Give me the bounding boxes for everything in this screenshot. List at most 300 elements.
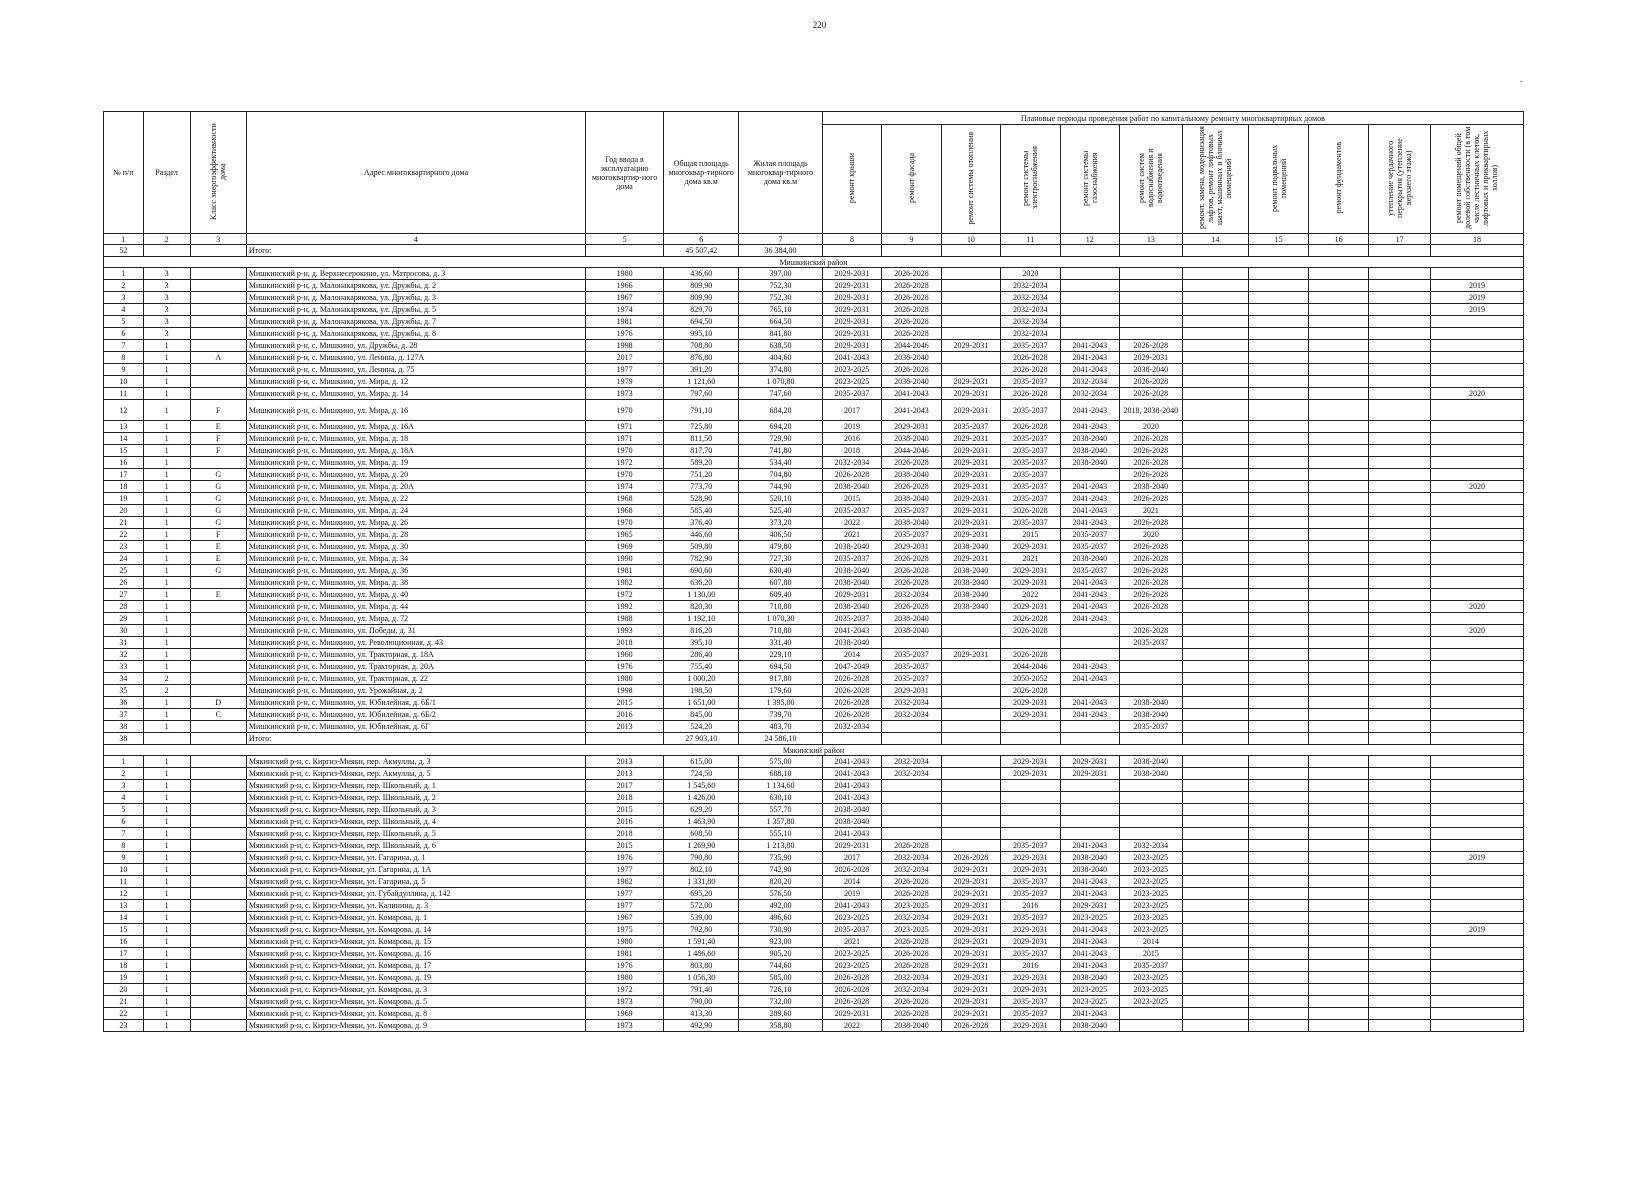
table-cell: 2029-2031 [1001, 756, 1060, 768]
table-cell: 1 [143, 936, 190, 948]
table-cell: 2038-2040 [1060, 852, 1119, 864]
table-cell: 726,10 [739, 984, 822, 996]
table-cell [1182, 661, 1249, 673]
table-cell: 1 [143, 505, 190, 517]
table-cell: 791,40 [664, 984, 739, 996]
table-cell [1430, 245, 1523, 257]
table-cell: 2050-2052 [1001, 673, 1060, 685]
table-cell [1182, 388, 1249, 400]
table-row [104, 816, 1524, 828]
table-cell [1369, 457, 1431, 469]
column-number: 12 [1060, 234, 1119, 245]
table-cell [1369, 804, 1431, 816]
table-cell: 1988 [585, 613, 663, 625]
table-cell [1249, 936, 1308, 948]
table-row [104, 960, 1524, 972]
table-cell: 2019 [1430, 924, 1523, 936]
table-cell [1182, 493, 1249, 505]
table-cell: 2038-2040 [822, 637, 881, 649]
table-row [104, 553, 1524, 565]
table-cell: Мишкинский р-н, д. Малонакарякова, ул. Дружбы, д. 5 [246, 304, 585, 316]
table-cell [1308, 316, 1369, 328]
table-cell: Мишкинский р-н, с. Мишкино, ул. Мира, д. 72 [246, 613, 585, 625]
header-section: Раздел [143, 112, 190, 234]
table-cell: 729,90 [739, 433, 822, 445]
table-cell [1430, 792, 1523, 804]
column-number: 14 [1182, 234, 1249, 245]
table-cell: 496,60 [739, 912, 822, 924]
table-cell: 2035-2037 [882, 661, 941, 673]
table-cell: 2041-2043 [1060, 589, 1119, 601]
table-cell: 773,70 [664, 481, 739, 493]
table-cell [1430, 421, 1523, 433]
table-cell: 2029-2031 [882, 685, 941, 697]
table-cell: 1 [143, 876, 190, 888]
table-cell: 2038-2040 [1120, 364, 1183, 376]
table-cell: 1 [143, 625, 190, 637]
table-row [104, 541, 1524, 553]
table-cell: 2021 [822, 936, 881, 948]
table-cell: Мишкинский р-н, с. Мишкино, ул. Мира, д. 40 [246, 589, 585, 601]
table-cell: 2026-2028 [882, 304, 941, 316]
table-cell: 809,90 [664, 280, 739, 292]
table-cell: D [190, 697, 246, 709]
table-cell: 358,80 [739, 1020, 822, 1032]
table-cell: 1979 [585, 376, 663, 388]
table-cell [190, 376, 246, 388]
table-cell: 2032-2034 [1060, 388, 1119, 400]
table-cell: Мишкинский р-н, с. Мишкино, ул. Мира, д. 20 [246, 469, 585, 481]
table-cell: 2026-2028 [1120, 388, 1183, 400]
table-cell [1369, 876, 1431, 888]
table-row [104, 517, 1524, 529]
table-cell: Мишкинский р-н, с. Мишкино, ул. Мира, д. 16 [246, 400, 585, 421]
table-cell: 16 [104, 457, 144, 469]
table-cell: 1 [104, 268, 144, 280]
table-cell: 1981 [585, 565, 663, 577]
table-cell [1308, 400, 1369, 421]
table-row [104, 876, 1524, 888]
table-cell: C [190, 709, 246, 721]
table-cell: 2015 [1120, 948, 1183, 960]
table-cell: 636,20 [664, 577, 739, 589]
table-cell: 2038-2040 [1120, 697, 1183, 709]
table-cell [1182, 912, 1249, 924]
table-cell [1369, 328, 1431, 340]
table-cell: 2032-2034 [1001, 280, 1060, 292]
table-cell [1120, 673, 1183, 685]
table-cell [1308, 697, 1369, 709]
table-cell [1249, 816, 1308, 828]
table-cell [1182, 936, 1249, 948]
table-cell: 2029-2031 [1120, 352, 1183, 364]
table-cell: 27 903,10 [664, 733, 739, 745]
table-cell [1120, 816, 1183, 828]
table-cell: 2038-2040 [822, 601, 881, 613]
table-cell: 2013 [585, 756, 663, 768]
table-cell [1120, 1008, 1183, 1020]
table-cell: 2026-2028 [1120, 433, 1183, 445]
table-cell [1430, 469, 1523, 481]
table-cell: 11 [104, 388, 144, 400]
table-cell: 27 [104, 589, 144, 601]
table-cell: Итого: [246, 733, 585, 745]
table-cell [1369, 816, 1431, 828]
table-cell: 2020 [1001, 268, 1060, 280]
table-cell [1182, 328, 1249, 340]
table-cell [1182, 948, 1249, 960]
table-cell: 2041-2043 [1060, 876, 1119, 888]
table-cell: 2035-2037 [822, 553, 881, 565]
table-cell: 2026-2028 [941, 1020, 1000, 1032]
table-cell: 1969 [585, 541, 663, 553]
table-cell: 2026-2028 [822, 984, 881, 996]
table-cell: 22 [104, 529, 144, 541]
header-total-area: Общая площадь многоквар-тирного дома кв.м [664, 112, 739, 234]
table-cell: Мякинский р-н, с. Киргиз-Мияки, ул. Комарова, д. 9 [246, 1020, 585, 1032]
table-cell [1182, 768, 1249, 780]
table-cell: 2029-2031 [822, 304, 881, 316]
table-cell: 24 586,10 [739, 733, 822, 745]
table-cell: 34 [104, 673, 144, 685]
table-cell [1249, 457, 1308, 469]
table-cell: 1972 [585, 984, 663, 996]
table-cell [190, 1008, 246, 1020]
table-cell: Мишкинский р-н, д. Малонакарякова, ул. Дружбы, д. 2 [246, 280, 585, 292]
table-cell: 15 [104, 924, 144, 936]
table-row [104, 709, 1524, 721]
table-cell: 2022 [1001, 589, 1060, 601]
table-cell: 2017 [822, 400, 881, 421]
table-cell: 2026-2028 [1001, 613, 1060, 625]
table-cell [1182, 577, 1249, 589]
table-cell: 2041-2043 [1060, 960, 1119, 972]
table-cell: 2029-2031 [941, 1008, 1000, 1020]
table-cell [1369, 245, 1431, 257]
table-cell: 25 [104, 565, 144, 577]
table-row [104, 433, 1524, 445]
table-cell: 539,00 [664, 912, 739, 924]
table-cell: 534,40 [739, 457, 822, 469]
table-cell: 2038-2040 [1060, 864, 1119, 876]
table-cell [1249, 972, 1308, 984]
table-cell [1308, 625, 1369, 637]
table-cell [1308, 364, 1369, 376]
table-cell: 1 [143, 445, 190, 457]
table-cell [190, 328, 246, 340]
table-cell: 10 [104, 864, 144, 876]
table-cell: 19 [104, 972, 144, 984]
table-cell [1249, 493, 1308, 505]
table-cell: 1 [143, 804, 190, 816]
table-cell: 2026-2028 [1120, 541, 1183, 553]
table-cell: 406,50 [739, 529, 822, 541]
table-cell: 1 192,10 [664, 613, 739, 625]
table-cell: 2026-2028 [882, 840, 941, 852]
table-cell: 1980 [585, 268, 663, 280]
table-cell [1369, 364, 1431, 376]
table-cell: 2035-2037 [1001, 948, 1060, 960]
table-cell: 752,30 [739, 280, 822, 292]
table-cell: 2029-2031 [941, 433, 1000, 445]
table-cell: 2032-2034 [882, 912, 941, 924]
table-cell: G [190, 469, 246, 481]
table-cell: 730,90 [739, 924, 822, 936]
table-cell [1369, 828, 1431, 840]
table-cell: 2029-2031 [941, 388, 1000, 400]
table-cell: 2038-2040 [1060, 433, 1119, 445]
table-cell: 1 [143, 637, 190, 649]
table-cell: 2041-2043 [1060, 697, 1119, 709]
table-cell: F [190, 445, 246, 457]
table-cell [1308, 804, 1369, 816]
table-cell: 1 [143, 613, 190, 625]
table-cell [1308, 685, 1369, 697]
table-cell: 2026-2028 [822, 864, 881, 876]
table-cell [1369, 601, 1431, 613]
table-cell: 2023-2025 [1120, 996, 1183, 1008]
table-cell [1430, 756, 1523, 768]
table-cell [941, 709, 1000, 721]
district-row [104, 257, 1524, 268]
column-number: 1 [104, 234, 144, 245]
table-cell [1308, 328, 1369, 340]
table-cell: 2023-2025 [1060, 912, 1119, 924]
table-row [104, 364, 1524, 376]
table-row [104, 304, 1524, 316]
table-cell: 2035-2037 [1001, 457, 1060, 469]
table-cell [1249, 445, 1308, 457]
table-cell [1182, 840, 1249, 852]
table-cell [1369, 469, 1431, 481]
table-cell: 1976 [585, 852, 663, 864]
table-cell: 1980 [585, 972, 663, 984]
table-cell: 1973 [585, 996, 663, 1008]
table-cell: Мишкинский р-н, д. Малонакарякова, ул. Дружбы, д. 8 [246, 328, 585, 340]
table-cell [1060, 733, 1119, 745]
table-cell: 13 [104, 900, 144, 912]
table-cell [1430, 505, 1523, 517]
table-cell: 1 [143, 376, 190, 388]
table-cell [1249, 685, 1308, 697]
table-cell [1249, 316, 1308, 328]
table-cell: 2020 [1430, 481, 1523, 493]
table-cell: 2038-2040 [822, 816, 881, 828]
table-cell: 2016 [585, 816, 663, 828]
table-cell: 4 [104, 304, 144, 316]
table-cell [882, 637, 941, 649]
table-cell: 28 [104, 601, 144, 613]
table-cell: 1970 [585, 469, 663, 481]
table-cell: 3 [143, 268, 190, 280]
table-cell: 803,80 [664, 960, 739, 972]
table-cell [1001, 804, 1060, 816]
table-cell [1430, 340, 1523, 352]
table-cell [1249, 433, 1308, 445]
table-cell [1430, 936, 1523, 948]
table-cell [1369, 388, 1431, 400]
table-cell [1249, 268, 1308, 280]
table-cell [1430, 649, 1523, 661]
table-cell: 2029-2031 [941, 481, 1000, 493]
table-cell: 2035-2037 [1001, 912, 1060, 924]
table-cell [1430, 328, 1523, 340]
table-cell: Мякинский р-н, с. Киргиз-Мияки, пер. Школьный, д. 3 [246, 804, 585, 816]
table-cell: 1 070,30 [739, 613, 822, 625]
table-cell: Мишкинский р-н, с. Мишкино, ул. Мира, д. 38 [246, 577, 585, 589]
table-cell: 710,80 [739, 625, 822, 637]
table-cell: Мишкинский р-н, с. Мишкино, ул. Мира, д. 18 [246, 433, 585, 445]
table-cell: 397,00 [739, 268, 822, 280]
table-cell [1430, 661, 1523, 673]
table-cell: F [190, 433, 246, 445]
table-cell: 2032-2034 [882, 864, 941, 876]
table-cell: 2032-2034 [1001, 304, 1060, 316]
table-cell: Мякинский р-н, с. Киргиз-Мияки, ул. Гагарина, д. 5 [246, 876, 585, 888]
table-cell [190, 649, 246, 661]
table-cell: 1 [143, 996, 190, 1008]
table-cell: 2023-2025 [1120, 900, 1183, 912]
table-cell: 436,60 [664, 268, 739, 280]
table-cell: 7 [104, 828, 144, 840]
table-cell: Мишкинский р-н, с. Мишкино, ул. Тракторная, д. 18А [246, 649, 585, 661]
column-number: 5 [585, 234, 663, 245]
table-cell: A [190, 352, 246, 364]
table-cell: 2026-2028 [882, 553, 941, 565]
table-cell [1430, 804, 1523, 816]
table-cell [1182, 292, 1249, 304]
table-cell: 576,50 [739, 888, 822, 900]
table-cell: 2029-2031 [941, 376, 1000, 388]
table-cell [1430, 960, 1523, 972]
table-row [104, 649, 1524, 661]
column-number: 11 [1001, 234, 1060, 245]
table-cell [1369, 721, 1431, 733]
table-cell: 1 [143, 948, 190, 960]
table-cell: 2026-2028 [822, 697, 881, 709]
table-cell [1249, 637, 1308, 649]
table-cell: 1982 [585, 577, 663, 589]
table-cell: 13 [104, 421, 144, 433]
table-cell [1369, 924, 1431, 936]
table-cell: 2041-2043 [1060, 709, 1119, 721]
table-cell: Мякинский р-н, с. Киргиз-Мияки, ул. Комарова, д. 3 [246, 984, 585, 996]
table-cell: 1 [143, 721, 190, 733]
table-cell: Мишкинский р-н, с. Мишкино, ул. Ленина, д. 127А [246, 352, 585, 364]
table-cell: 2029-2031 [941, 900, 1000, 912]
table-cell: 2041-2043 [822, 792, 881, 804]
table-cell: 727,30 [739, 553, 822, 565]
table-cell: 2038-2040 [822, 577, 881, 589]
table-cell [1430, 840, 1523, 852]
table-row [104, 721, 1524, 733]
table-row [104, 768, 1524, 780]
table-cell: 2029-2031 [941, 517, 1000, 529]
table-cell: 638,50 [739, 340, 822, 352]
table-cell [1430, 553, 1523, 565]
table-row [104, 589, 1524, 601]
table-cell [1060, 328, 1119, 340]
table-cell: 1965 [585, 529, 663, 541]
table-cell: 575,00 [739, 756, 822, 768]
table-cell [190, 457, 246, 469]
table-cell: 1977 [585, 864, 663, 876]
table-cell [190, 577, 246, 589]
table-cell [1120, 280, 1183, 292]
table-cell: 2035-2037 [822, 924, 881, 936]
table-cell [1249, 792, 1308, 804]
table-cell: 1 [143, 541, 190, 553]
table-cell [1308, 292, 1369, 304]
table-cell: 23 [104, 1020, 144, 1032]
table-cell [190, 733, 246, 745]
table-cell [1249, 840, 1308, 852]
table-cell [190, 601, 246, 613]
table-cell [1369, 840, 1431, 852]
table-cell: 2017 [585, 780, 663, 792]
table-cell [1182, 445, 1249, 457]
table-cell [1308, 960, 1369, 972]
table-cell: 1970 [585, 400, 663, 421]
table-cell: 751,20 [664, 469, 739, 481]
table-cell: 1976 [585, 328, 663, 340]
table-cell: 1 [143, 792, 190, 804]
table-cell: 2035-2037 [1001, 888, 1060, 900]
table-cell: Мишкинский р-н, с. Мишкино, ул. Мира, д. 18А [246, 445, 585, 457]
table-cell [1249, 780, 1308, 792]
table-cell: G [190, 493, 246, 505]
table-cell: 2029-2031 [941, 924, 1000, 936]
table-cell: 3 [104, 780, 144, 792]
table-cell: 1970 [585, 517, 663, 529]
table-cell: 1 [143, 709, 190, 721]
table-cell: 2035-2037 [1001, 469, 1060, 481]
table-cell: 2029-2031 [1060, 756, 1119, 768]
table-cell: 2029-2031 [941, 505, 1000, 517]
table-cell [1369, 577, 1431, 589]
table-cell: 1 [143, 529, 190, 541]
table-cell [1182, 505, 1249, 517]
table-cell: Мишкинский р-н, с. Мишкино, ул. Мира, д. 19 [246, 457, 585, 469]
table-cell [1430, 948, 1523, 960]
table-cell [190, 840, 246, 852]
table-cell: 1 [143, 780, 190, 792]
table-cell: Мишкинский р-н, с. Мишкино, ул. Мира, д. 30 [246, 541, 585, 553]
table-cell: 2035-2037 [1060, 529, 1119, 541]
table-row [104, 268, 1524, 280]
table-cell: 2029-2031 [1001, 601, 1060, 613]
table-cell [1120, 661, 1183, 673]
table-cell [1249, 328, 1308, 340]
table-cell: 2038-2040 [822, 804, 881, 816]
table-cell: 2038-2040 [882, 1020, 941, 1032]
table-cell [1430, 1020, 1523, 1032]
table-cell [1369, 352, 1431, 364]
table-cell: 2029-2031 [822, 280, 881, 292]
table-cell [1060, 304, 1119, 316]
table-cell: 2026-2028 [1120, 445, 1183, 457]
table-cell: 1981 [585, 948, 663, 960]
table-cell [190, 721, 246, 733]
table-cell [941, 780, 1000, 792]
table-cell: 1 [143, 340, 190, 352]
table-cell: Мякинский р-н, с. Киргиз-Мияки, ул. Губайдуллина, д. 142 [246, 888, 585, 900]
table-cell: 694,50 [664, 316, 739, 328]
table-cell [1182, 481, 1249, 493]
table-cell: 1 [143, 400, 190, 421]
table-cell [882, 792, 941, 804]
table-cell [1249, 864, 1308, 876]
